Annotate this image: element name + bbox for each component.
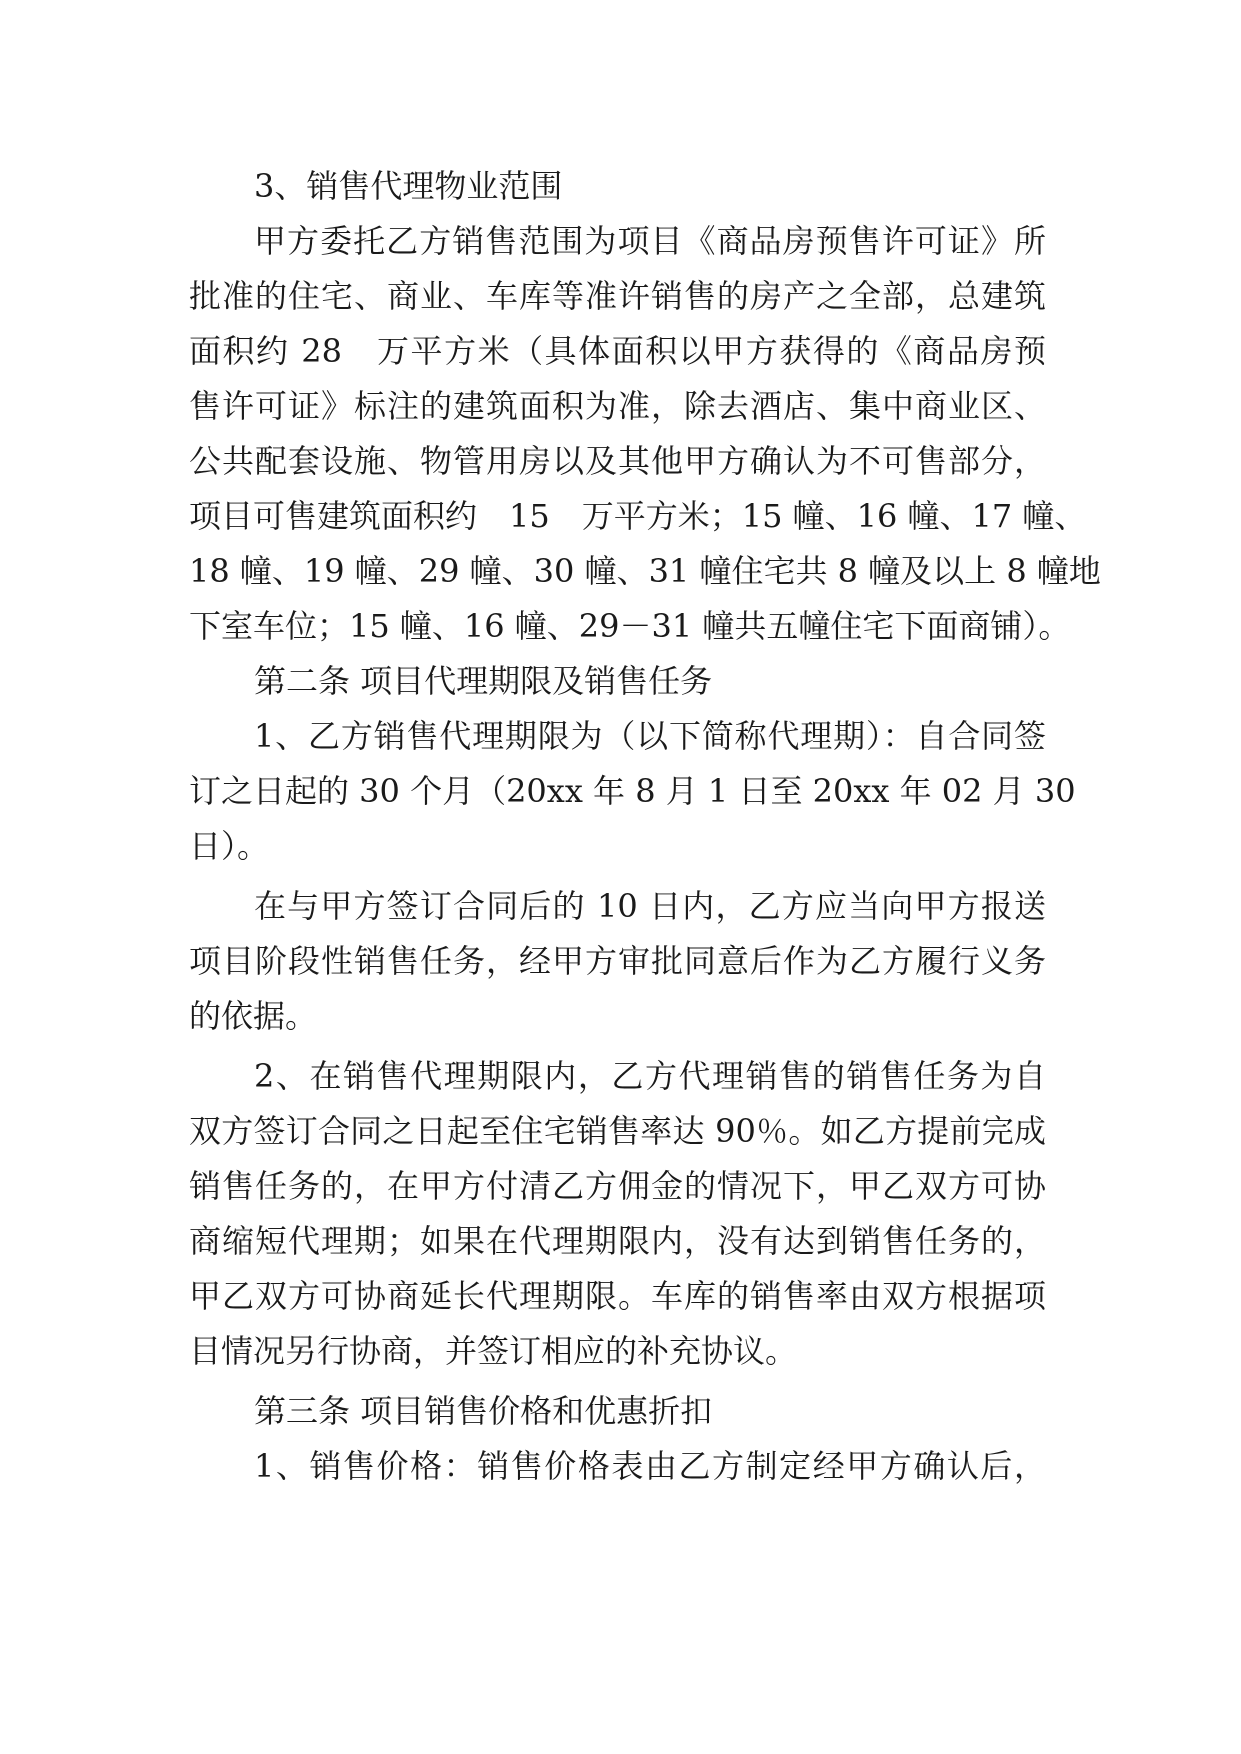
paragraph-line: 甲方委托乙方销售范围为项目《商品房预售许可证》所	[254, 222, 1046, 260]
paragraph-line: 在与甲方签订合同后的 10 日内，乙方应当向甲方报送	[254, 887, 1046, 925]
paragraph-line: 日）。	[189, 827, 270, 865]
paragraph-line: 项目阶段性销售任务，经甲方审批同意后作为乙方履行义务	[189, 942, 1046, 980]
paragraph-line: 2、在销售代理期限内，乙方代理销售的销售任务为自	[254, 1057, 1046, 1095]
paragraph-line: 销售任务的，在甲方付清乙方佣金的情况下，甲乙双方可协	[189, 1167, 1046, 1205]
paragraph-line: 的依据。	[189, 997, 318, 1035]
paragraph-line: 商缩短代理期；如果在代理期限内，没有达到销售任务的，	[189, 1222, 1046, 1260]
section-heading-3: 3、销售代理物业范围	[254, 167, 563, 205]
paragraph-line: 售许可证》标注的建筑面积为准，除去酒店、集中商业区、	[189, 387, 1046, 425]
paragraph-line: 1、乙方销售代理期限为（以下简称代理期）：自合同签	[254, 717, 1046, 755]
paragraph-line: 批准的住宅、商业、车库等准许销售的房产之全部，总建筑	[189, 277, 1046, 315]
paragraph-line: 目情况另行协商，并签订相应的补充协议。	[189, 1332, 798, 1370]
paragraph-line: 下室车位；15 幢、16 幢、29－31 幢共五幢住宅下面商铺）。	[189, 607, 1071, 645]
paragraph-line: 双方签订合同之日起至住宅销售率达 90％。如乙方提前完成	[189, 1112, 1046, 1150]
article-3-heading: 第三条 项目销售价格和优惠折扣	[254, 1392, 713, 1430]
article-2-heading: 第二条 项目代理期限及销售任务	[254, 662, 713, 700]
paragraph-line: 面积约 28 万平方米（具体面积以甲方获得的《商品房预	[189, 332, 1046, 370]
paragraph-line: 甲乙双方可协商延长代理期限。车库的销售率由双方根据项	[189, 1277, 1046, 1315]
paragraph-line: 1、销售价格：销售价格表由乙方制定经甲方确认后，	[254, 1447, 1046, 1485]
paragraph-line: 公共配套设施、物管用房以及其他甲方确认为不可售部分，	[189, 442, 1046, 480]
paragraph-line: 订之日起的 30 个月（20xx 年 8 月 1 日至 20xx 年 02 月 30	[189, 772, 1076, 810]
paragraph-line: 18 幢、19 幢、29 幢、30 幢、31 幢住宅共 8 幢及以上 8 幢地	[189, 552, 1101, 590]
paragraph-line: 项目可售建筑面积约 15 万平方米；15 幢、16 幢、17 幢、	[189, 497, 1087, 535]
